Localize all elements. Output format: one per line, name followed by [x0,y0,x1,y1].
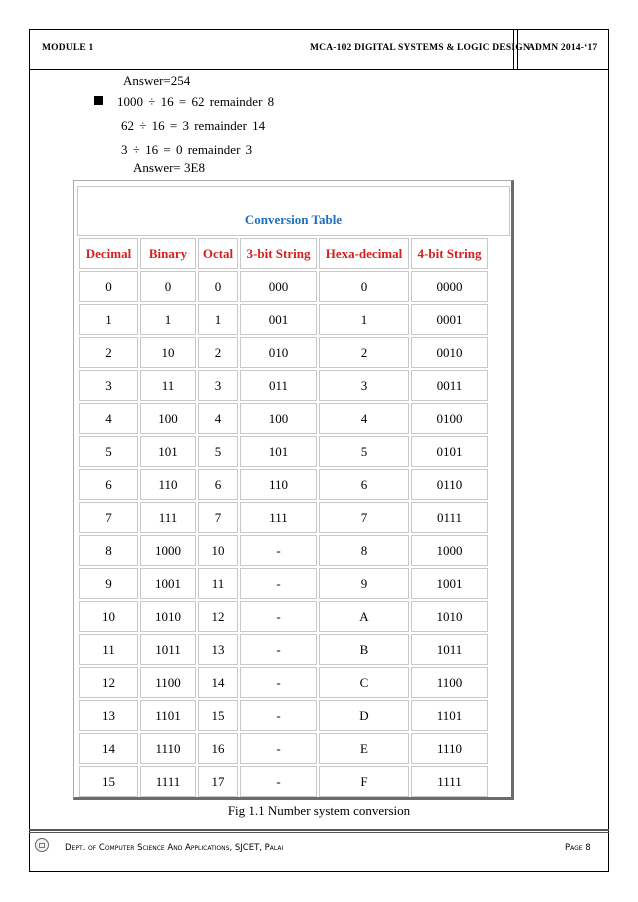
table-cell: 1100 [140,667,196,698]
table-cell: 3 [319,370,409,401]
table-cell: 1011 [411,634,488,665]
table-cell: 1001 [411,568,488,599]
table-cell: - [240,535,317,566]
table-row [79,667,488,698]
table-header-row [79,238,488,269]
table-cell: 101 [240,436,317,467]
table-cell: 4 [198,403,238,434]
table-cell: E [319,733,409,764]
table-cell: 1110 [411,733,488,764]
table-cell: 2 [79,337,138,368]
table-row [79,403,488,434]
table-cell: 100 [140,403,196,434]
table-cell: 4 [319,403,409,434]
table-cell: 0 [140,271,196,302]
bullet-icon [94,96,103,105]
table-cell: 6 [198,469,238,500]
table-cell: 11 [79,634,138,665]
table-cell: 1000 [140,535,196,566]
table-cell: - [240,634,317,665]
division-line: 3 ÷ 16 = 0 remainder 3 [121,142,253,157]
table-cell: - [240,700,317,731]
table-body [79,271,488,797]
table-cell: 1011 [140,634,196,665]
table-cell: 1 [79,304,138,335]
table-cell: 1 [319,304,409,335]
table-cell: 0101 [411,436,488,467]
admission-label: ADMN 2014-‘17 [528,43,598,53]
table-cell: 15 [79,766,138,797]
course-title: MCA-102 DIGITAL SYSTEMS & LOGIC DESIGN [310,43,530,53]
conversion-table [77,236,490,799]
table-row [79,304,488,335]
table-cell: 0000 [411,271,488,302]
table-cell: 1 [198,304,238,335]
table-title-cell [77,186,510,236]
table-cell: 101 [140,436,196,467]
header-4bit-string: 4-bit String [411,238,488,269]
header-octal: Octal [198,238,238,269]
table-cell: 3 [198,370,238,401]
module-label: MODULE 1 [42,43,94,53]
table-cell: 011 [240,370,317,401]
table-cell: - [240,568,317,599]
table-cell: 11 [140,370,196,401]
table-cell: 13 [79,700,138,731]
table-cell: 7 [79,502,138,533]
table-cell: 2 [319,337,409,368]
table-row [79,535,488,566]
table-cell: 5 [319,436,409,467]
table-row [79,370,488,401]
table-row [79,337,488,368]
table-cell: 13 [198,634,238,665]
table-cell: 6 [79,469,138,500]
table-cell: 17 [198,766,238,797]
table-cell: 0011 [411,370,488,401]
table-cell: 1100 [411,667,488,698]
table-cell: 9 [79,568,138,599]
college-logo-icon [35,838,49,852]
table-cell: 0100 [411,403,488,434]
table-cell: 7 [319,502,409,533]
header-divider [517,29,518,69]
table-cell: - [240,733,317,764]
table-row [79,766,488,797]
division-line: 62 ÷ 16 = 3 remainder 14 [121,118,266,133]
table-cell: 110 [240,469,317,500]
table-row [79,568,488,599]
table-cell: C [319,667,409,698]
footer-department: Dept. of Computer Science And Applications, SJCET, Palai [65,843,284,853]
header-binary: Binary [140,238,196,269]
table-cell: 10 [79,601,138,632]
table-cell: 8 [79,535,138,566]
table-cell: 0110 [411,469,488,500]
table-cell: 1 [140,304,196,335]
table-cell: 4 [79,403,138,434]
table-cell: - [240,766,317,797]
header-divider [513,29,514,69]
table-cell: 8 [319,535,409,566]
table-cell: 1111 [411,766,488,797]
header-3bit-string: 3-bit String [240,238,317,269]
figure-caption: Fig 1.1 Number system conversion [227,803,411,818]
table-cell: 2 [198,337,238,368]
table-cell: 0111 [411,502,488,533]
table-cell: 16 [198,733,238,764]
table-cell: 9 [319,568,409,599]
table-cell: 111 [240,502,317,533]
table-cell: 1101 [140,700,196,731]
table-cell: 7 [198,502,238,533]
page-number: Page 8 [565,843,591,853]
table-row [79,469,488,500]
table-cell: 1010 [411,601,488,632]
table-cell: 12 [198,601,238,632]
table-row [79,436,488,467]
table-cell: 000 [240,271,317,302]
page-header [29,29,609,70]
table-cell: - [240,667,317,698]
table-cell: 001 [240,304,317,335]
table-cell: 14 [198,667,238,698]
table-row [79,271,488,302]
table-cell: 1010 [140,601,196,632]
division-line: 1000 ÷ 16 = 62 remainder 8 [117,94,275,109]
table-cell: 14 [79,733,138,764]
table-row [79,733,488,764]
table-row [79,601,488,632]
table-cell: 0 [198,271,238,302]
table-cell: 15 [198,700,238,731]
table-cell: A [319,601,409,632]
footer-rule [29,832,609,833]
footer-rule [29,829,609,831]
table-row [79,634,488,665]
table-cell: 1001 [140,568,196,599]
table-cell: B [319,634,409,665]
table-title: Conversion Table [244,212,343,227]
table-cell: 0 [319,271,409,302]
table-cell: 110 [140,469,196,500]
table-cell: 1111 [140,766,196,797]
table-cell: F [319,766,409,797]
table-cell: 10 [140,337,196,368]
header-decimal: Decimal [79,238,138,269]
table-cell: 111 [140,502,196,533]
table-cell: 10 [198,535,238,566]
table-cell: 0 [79,271,138,302]
table-cell: - [240,601,317,632]
table-cell: 11 [198,568,238,599]
table-cell: 3 [79,370,138,401]
table-cell: 5 [198,436,238,467]
table-cell: 0001 [411,304,488,335]
answer-line: Answer=254 [123,73,191,88]
table-row [79,502,488,533]
table-cell: D [319,700,409,731]
table-cell: 12 [79,667,138,698]
table-cell: 1101 [411,700,488,731]
table-cell: 1110 [140,733,196,764]
table-cell: 010 [240,337,317,368]
table-cell: 0010 [411,337,488,368]
table-row [79,700,488,731]
table-cell: 5 [79,436,138,467]
table-cell: 1000 [411,535,488,566]
answer-line: Answer= 3E8 [133,160,205,175]
table-cell: 6 [319,469,409,500]
header-hexadecimal: Hexa-decimal [319,238,409,269]
table-cell: 100 [240,403,317,434]
